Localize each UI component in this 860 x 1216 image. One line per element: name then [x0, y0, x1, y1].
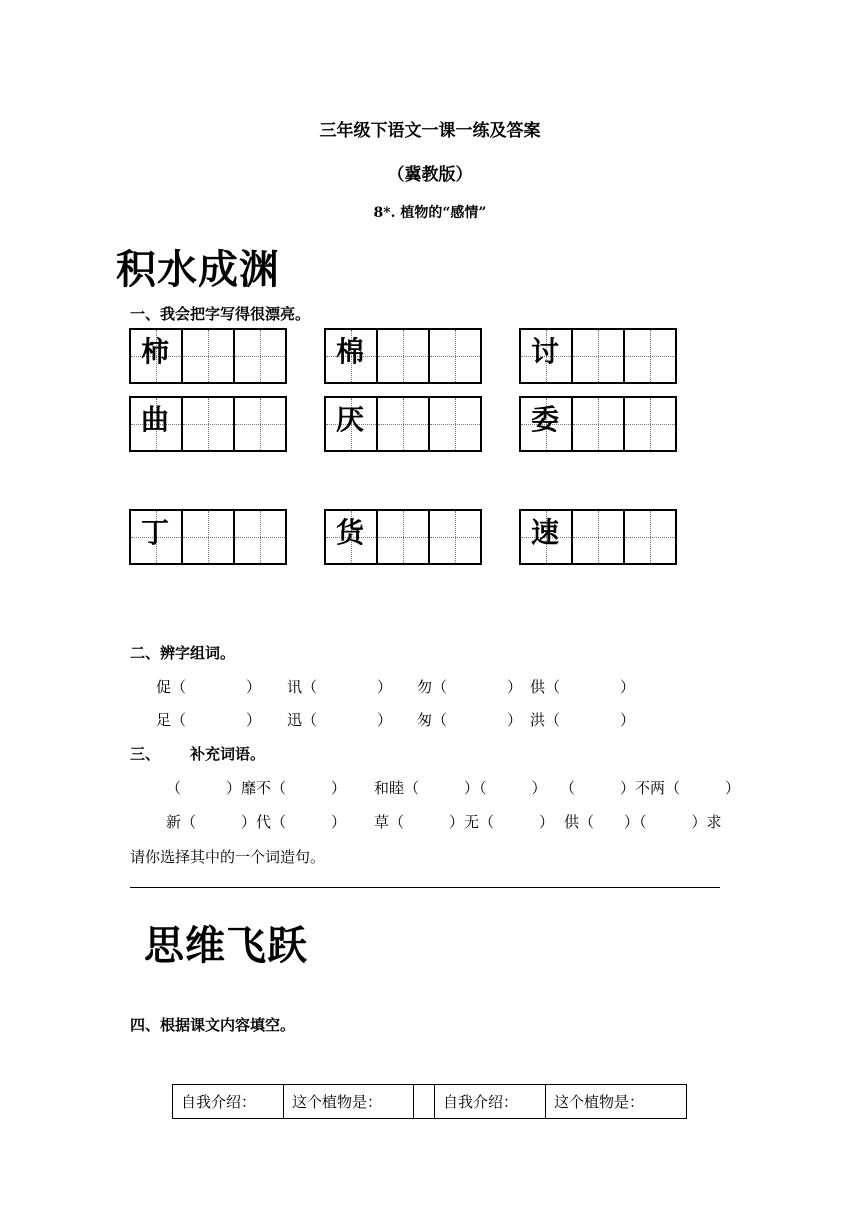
table-cell: 自我介绍： [173, 1085, 284, 1119]
grid-character: 棉 [336, 335, 365, 368]
banner-part1: 积水成渊 [116, 247, 280, 293]
writing-grid [519, 509, 677, 565]
section3-heading: 补充词语。 [190, 745, 266, 763]
divider-line [130, 887, 720, 888]
writing-grid [324, 396, 482, 452]
blank-item[interactable]: 供（ ） [530, 678, 636, 696]
writing-grid [129, 509, 287, 565]
blank-item[interactable]: 匆（ ） [417, 711, 523, 729]
plant-intro-table [172, 1084, 687, 1119]
blank-item[interactable]: 促（ ） [156, 678, 262, 696]
section2-heading: 二、辨字组词。 [130, 644, 236, 662]
idiom-blank[interactable]: （ ）靡不（ ） [166, 779, 347, 797]
grid-character: 速 [531, 516, 560, 549]
grid-character: 委 [531, 403, 560, 436]
grid-character: 柿 [141, 335, 170, 368]
writing-grid [324, 328, 482, 384]
grid-character: 曲 [141, 403, 170, 436]
writing-grid [519, 328, 677, 384]
grid-character: 讨 [531, 335, 560, 368]
section3-number: 三、 [130, 745, 161, 763]
section1-heading: 一、我会把字写得很漂亮。 [130, 305, 311, 323]
blank-item[interactable]: 迅（ ） [287, 711, 393, 729]
idiom-blank[interactable]: 新（ ）代（ ） [166, 813, 347, 831]
table-cell: 这个植物是： [546, 1085, 687, 1119]
blank-item[interactable]: 讯（ ） [287, 678, 393, 696]
writing-grid [129, 328, 287, 384]
blank-item[interactable]: 洪（ ） [530, 711, 636, 729]
idiom-blank[interactable]: 草（ ）无（ ） [374, 813, 555, 831]
writing-grid [519, 396, 677, 452]
banner-part2: 思维飞跃 [144, 923, 308, 969]
grid-character: 厌 [336, 403, 365, 436]
table-cell: 自我介绍： [435, 1085, 546, 1119]
lesson-title: 8*. 植物的“感情” [373, 205, 487, 221]
grid-character: 丁 [141, 516, 170, 549]
grid-character: 货 [336, 516, 365, 549]
blank-item[interactable]: 勿（ ） [417, 678, 523, 696]
document-title: 三年级下语文一课一练及答案 [319, 121, 541, 141]
section4-heading: 四、根据课文内容填空。 [130, 1016, 296, 1034]
idiom-blank[interactable]: 供（ ）（ ）求 [564, 813, 722, 831]
table-cell-spacer [414, 1085, 435, 1119]
idiom-blank[interactable]: （ ）不两（ ） [560, 779, 741, 797]
table-cell: 这个植物是： [284, 1085, 414, 1119]
writing-grid [129, 396, 287, 452]
idiom-blank[interactable]: 和睦（ ）（ ） [374, 779, 547, 797]
edition-label: （冀教版） [387, 165, 473, 185]
blank-item[interactable]: 足（ ） [156, 711, 262, 729]
writing-grid [324, 509, 482, 565]
sentence-instruction: 请你选择其中的一个词造句。 [130, 848, 326, 866]
